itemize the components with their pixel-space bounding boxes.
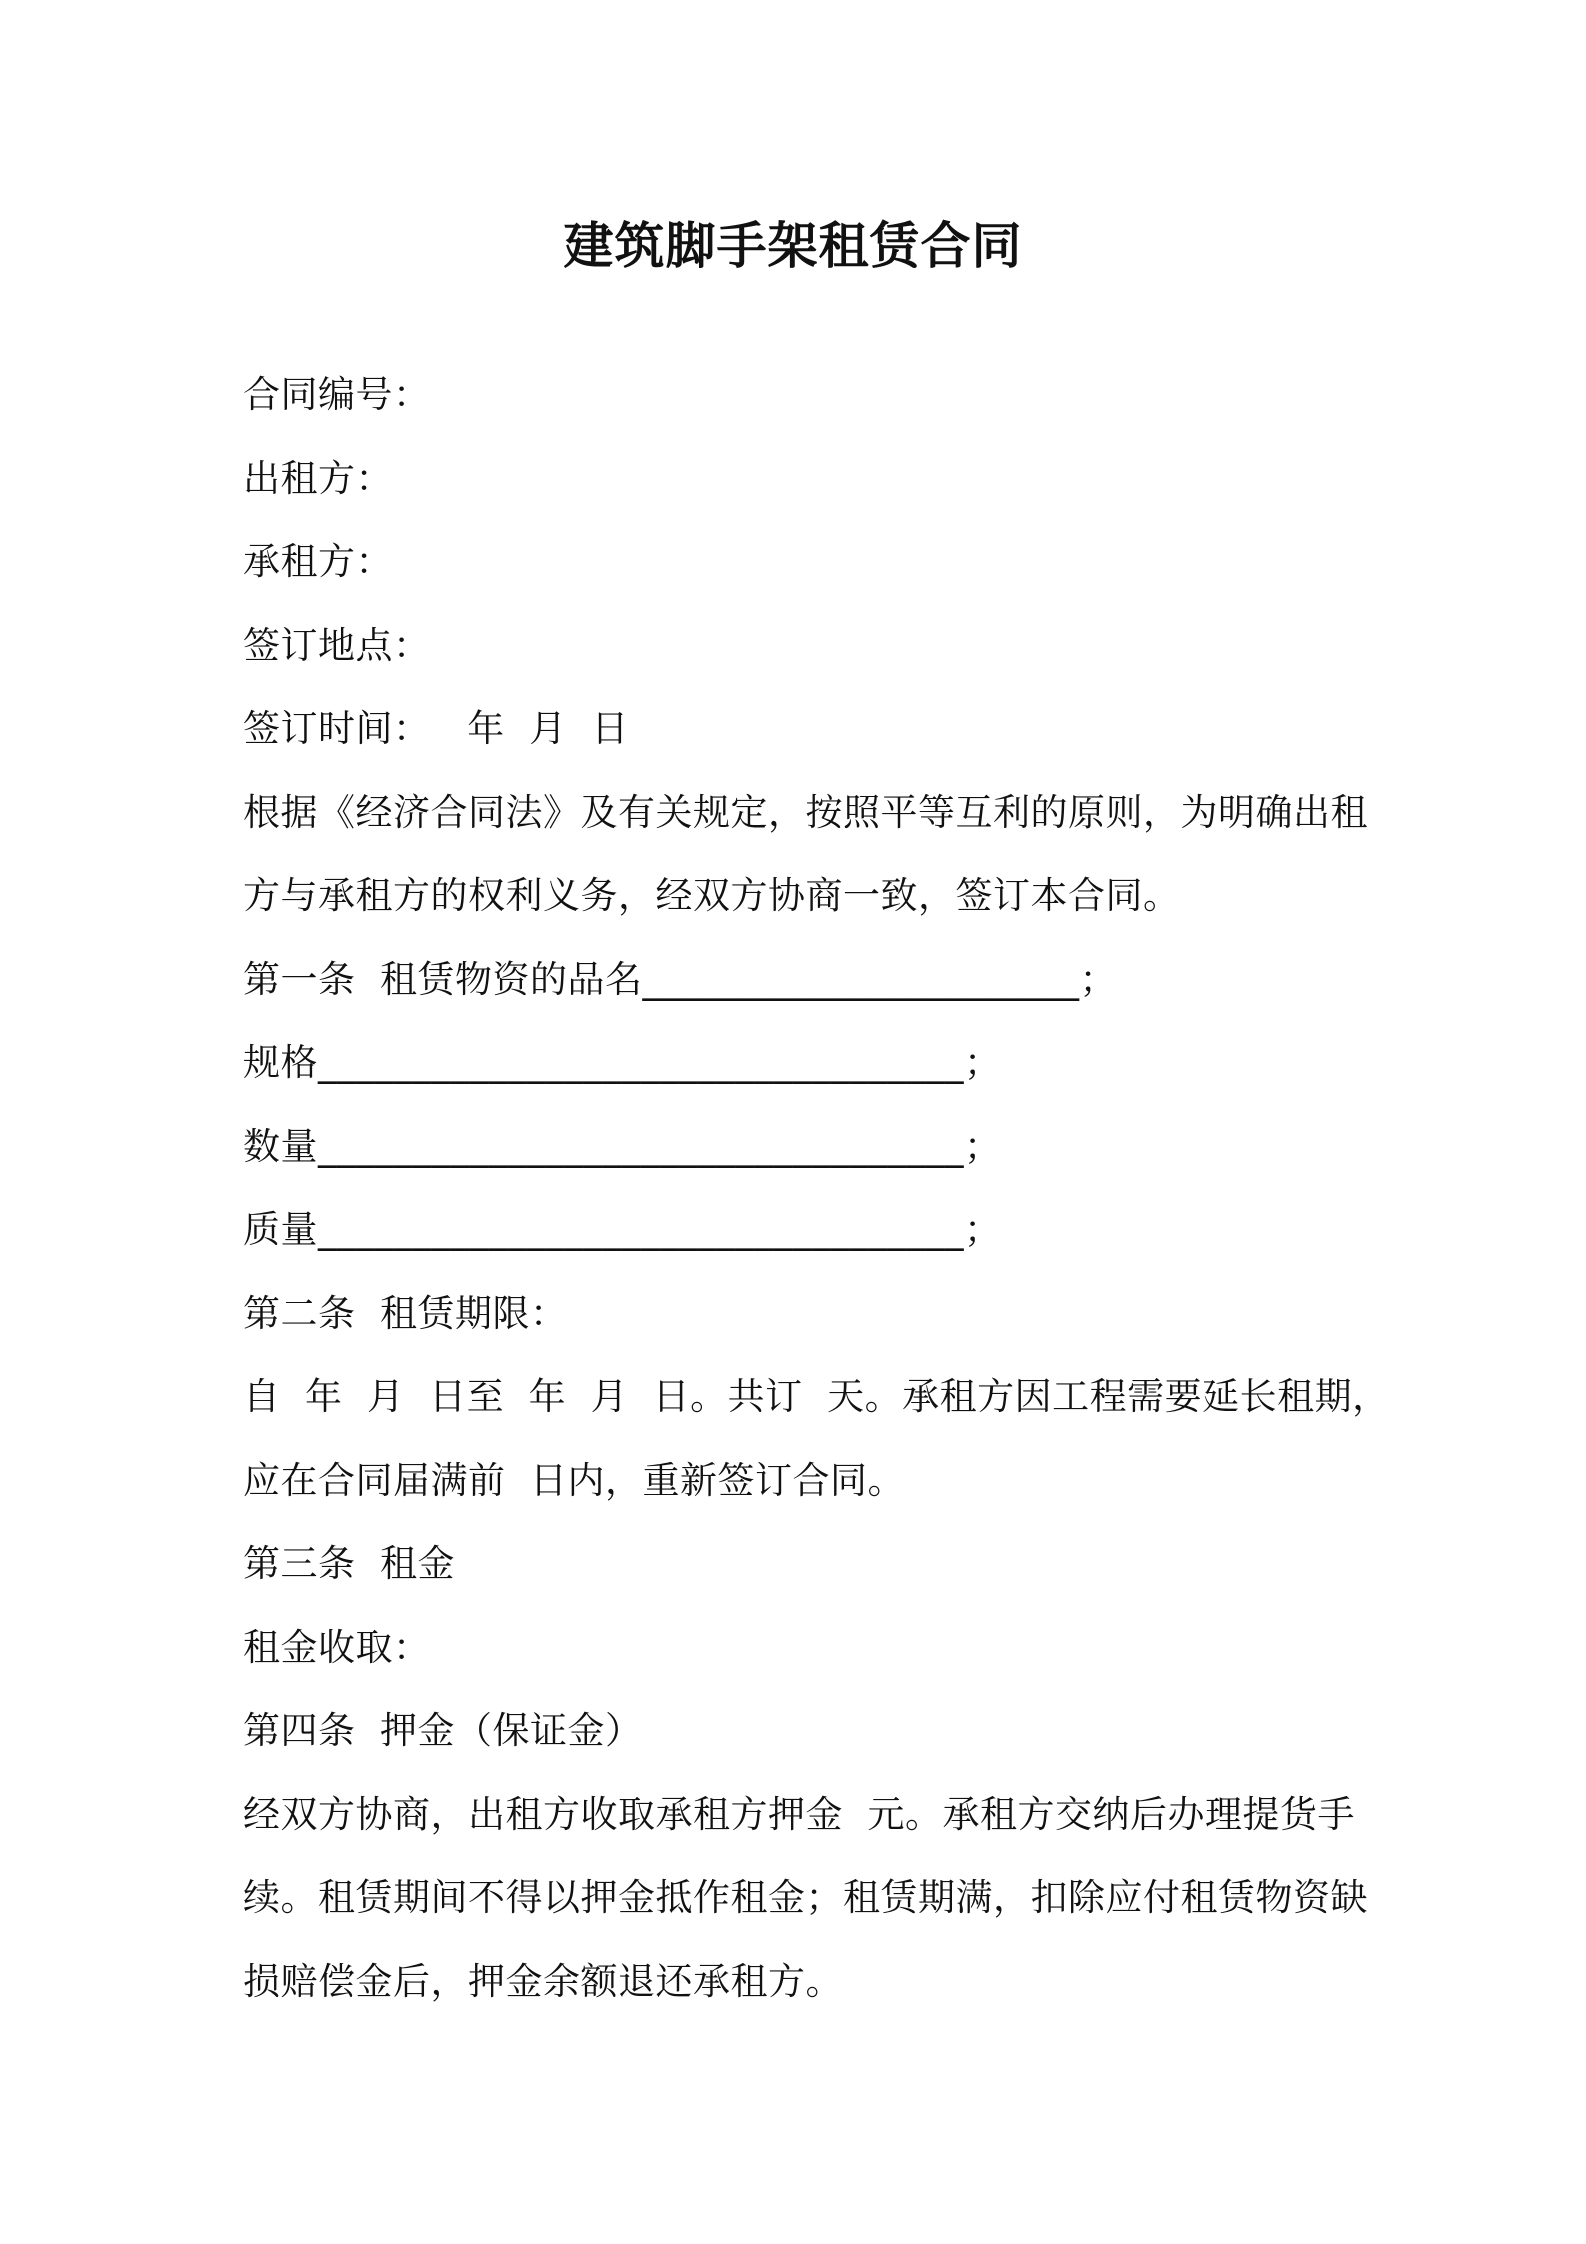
lessor-line: 出租方： bbox=[243, 456, 393, 500]
signing-date-line: 签订时间： 年 月 日 bbox=[243, 707, 629, 750]
quality-line: 质量__________________________________； bbox=[243, 1208, 1002, 1251]
quantity-line: 数量__________________________________； bbox=[243, 1124, 1002, 1168]
contract-number-line: 合同编号： bbox=[243, 373, 431, 416]
preamble-line: 根据《经济合同法》及有关规定，按照平等互利的原则，为明确出租 bbox=[243, 790, 1368, 834]
article-3-heading: 第三条 租金 bbox=[243, 1542, 456, 1585]
specification-line: 规格__________________________________； bbox=[243, 1041, 1002, 1084]
article-4-text-line: 经双方协商，出租方收取承租方押金 元。承租方交纳后办理提货手 bbox=[243, 1792, 1356, 1836]
article-4-heading: 第四条 押金（保证金） bbox=[243, 1709, 643, 1752]
signing-place-line: 签订地点： bbox=[243, 623, 431, 667]
lessee-line: 承租方： bbox=[243, 540, 393, 583]
article-2-text-line: 应在合同届满前 日内，重新签订合同。 bbox=[243, 1458, 906, 1502]
article-2-text-line: 自 年 月 日至 年 月 日。共订 天。承租方因工程需要延长租期， bbox=[243, 1375, 1390, 1418]
article-2-heading: 第二条 租赁期限： bbox=[243, 1291, 568, 1335]
article-1-item-name-line: 第一条 租赁物资的品名_______________________； bbox=[243, 957, 1118, 1001]
article-4-text-line: 续。租赁期间不得以押金抵作租金；租赁期满，扣除应付租赁物资缺 bbox=[243, 1876, 1368, 1919]
rent-collection-line: 租金收取： bbox=[243, 1625, 431, 1669]
document-title: 建筑脚手架租赁合同 bbox=[563, 217, 1023, 275]
article-4-text-line: 损赔偿金后，押金余额退还承租方。 bbox=[243, 1959, 843, 2003]
preamble-line: 方与承租方的权利义务，经双方协商一致，签订本合同。 bbox=[243, 874, 1181, 917]
document-body bbox=[243, 362, 1390, 2032]
